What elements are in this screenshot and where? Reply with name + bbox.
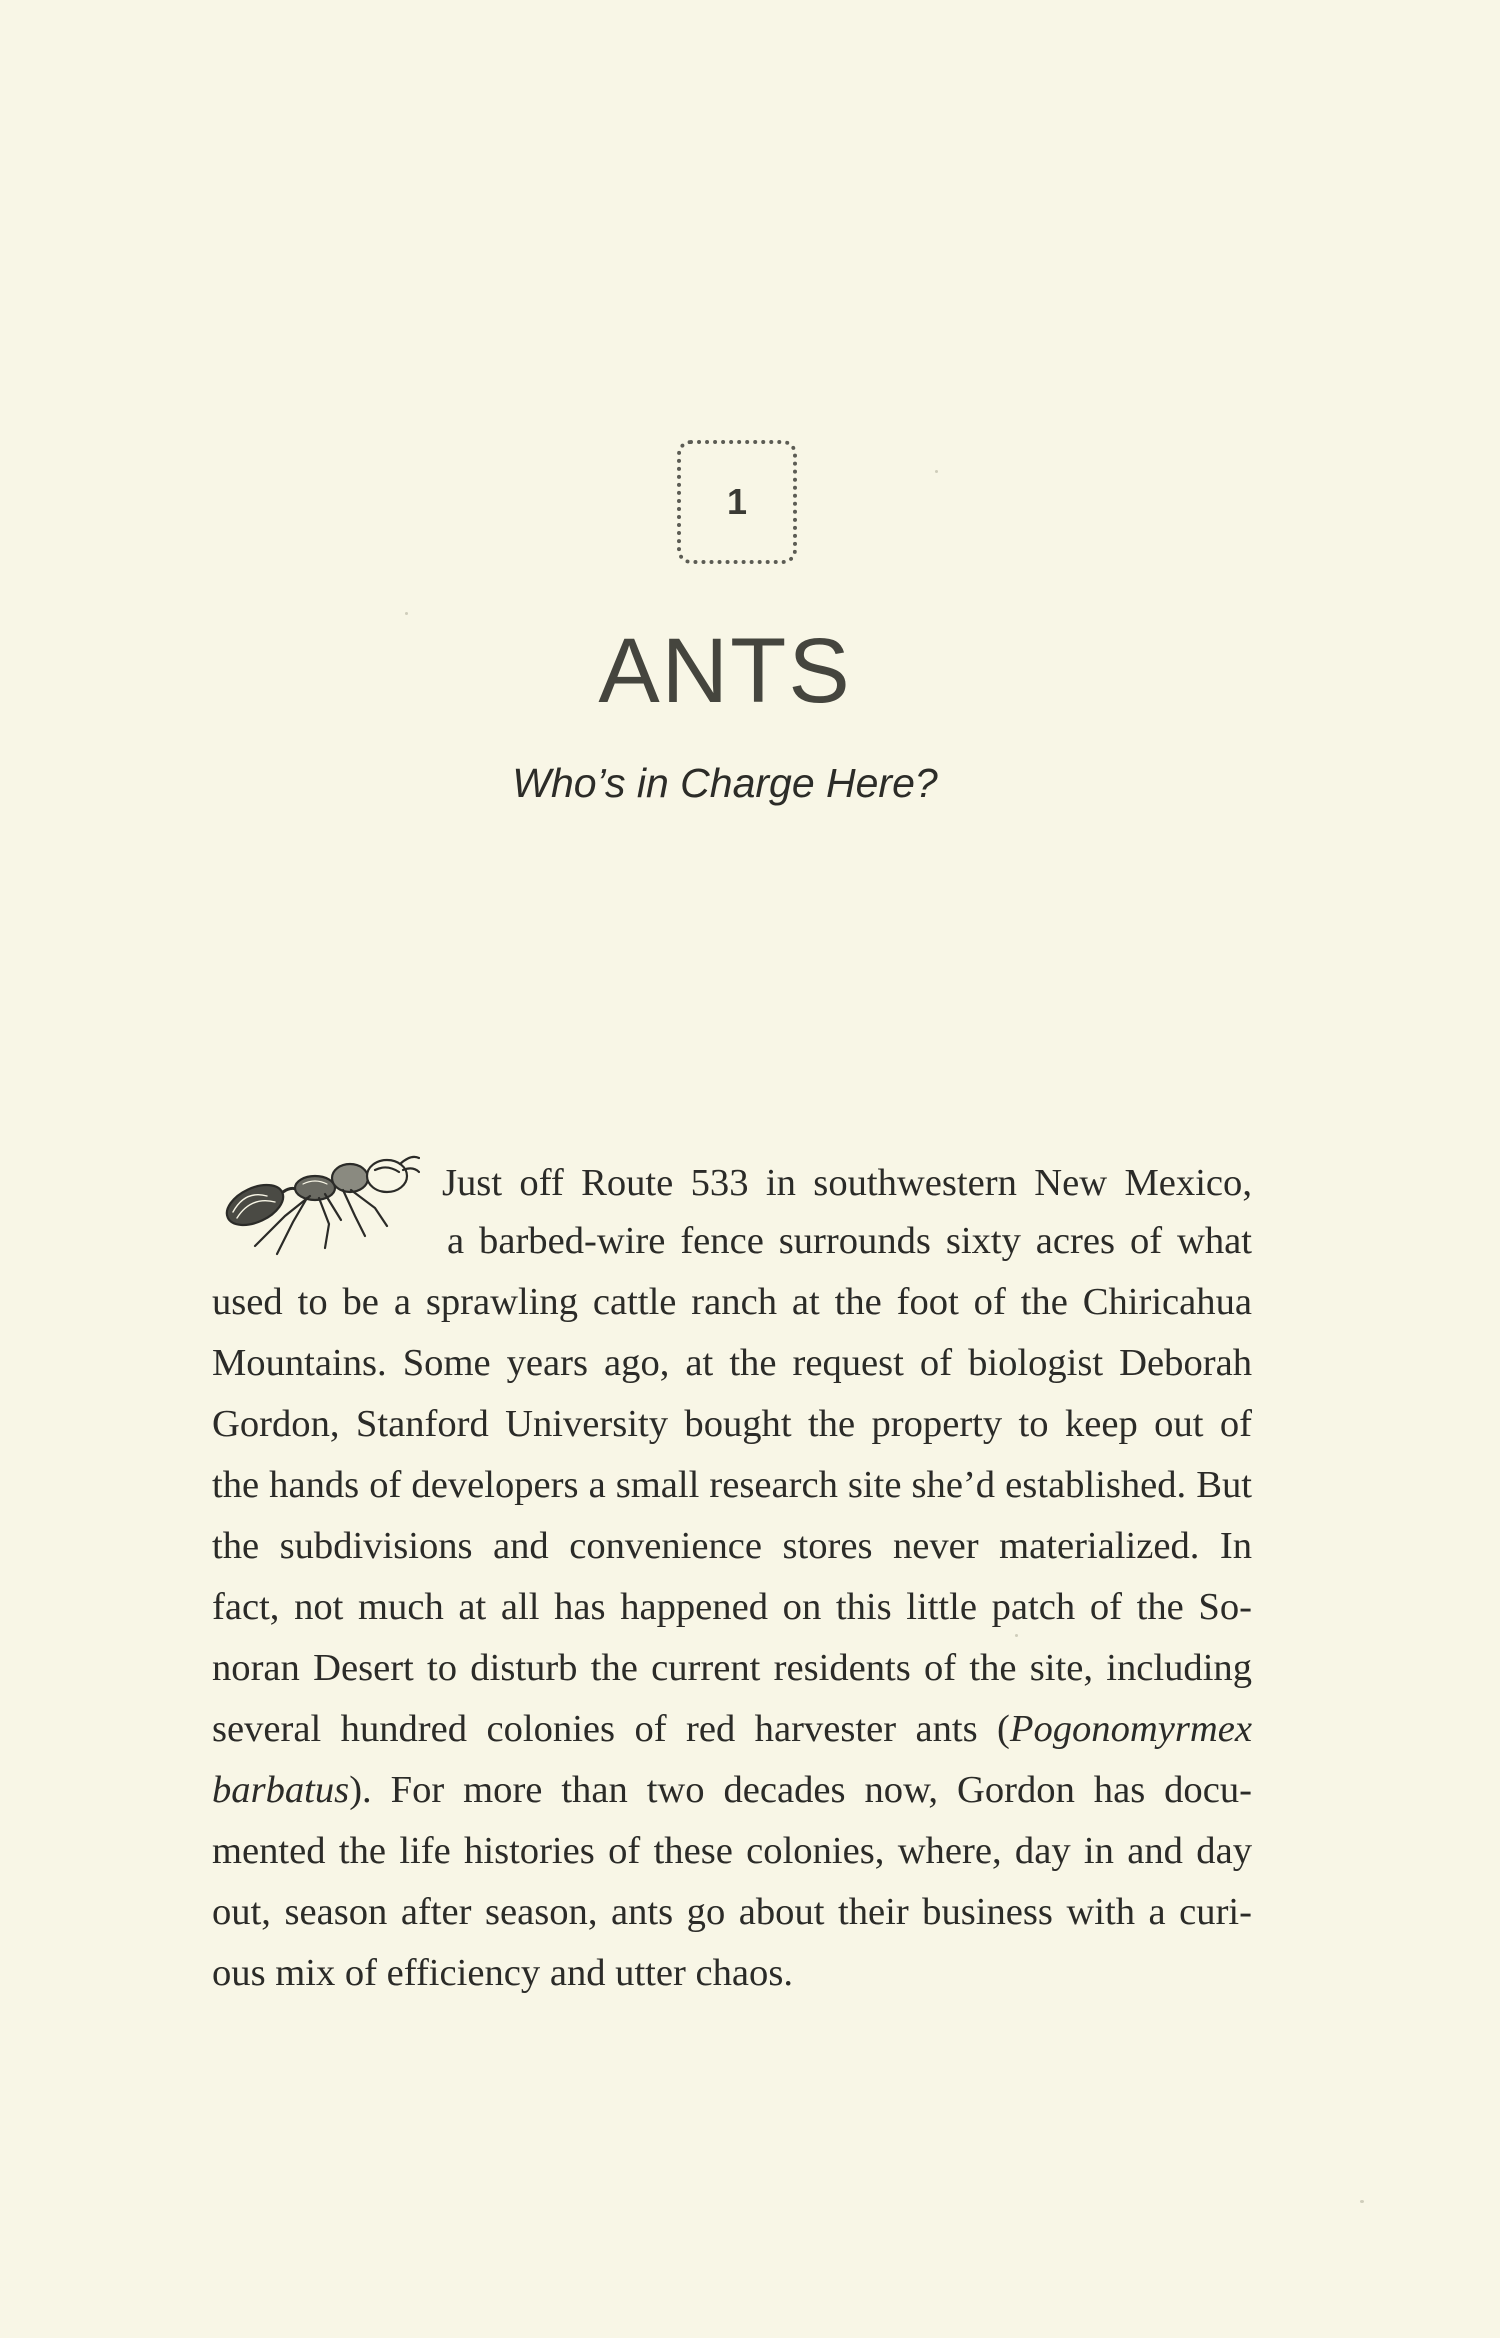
text-line: Gordon, Stanford University bought the property to keep out of — [212, 1403, 1252, 1445]
chapter-number: 1 — [726, 481, 748, 522]
chapter-title: ANTS — [598, 620, 852, 722]
text-line: mented the life histories of these colonies, where, day in and day — [212, 1830, 1252, 1872]
text-line: a barbed-wire fence surrounds sixty acres of what — [447, 1220, 1252, 1262]
text-line: fact, not much at all has happened on this little patch of the So- — [212, 1586, 1252, 1628]
text-line: the hands of developers a small research site she’d established. But — [212, 1464, 1252, 1506]
paper-speck — [935, 470, 938, 473]
text-line: used to be a sprawling cattle ranch at the foot of the Chiricahua — [212, 1281, 1252, 1323]
paper-speck — [1360, 2200, 1364, 2203]
italic-species-genus: Pogonomyrmex — [1009, 1708, 1252, 1750]
text-line: out, season after season, ants go about their business with a curi- — [212, 1891, 1252, 1933]
text-line: the subdivisions and convenience stores never materialized. In — [212, 1525, 1252, 1567]
paper-speck — [1015, 1634, 1018, 1637]
text-line: Just off Route 533 in southwestern New Mexico, — [442, 1162, 1252, 1204]
text-segment: several hundred colonies of red harvester ants ( — [212, 1708, 1010, 1750]
ant-icon — [215, 1150, 420, 1260]
chapter-number-box — [677, 440, 797, 564]
text-segment: ). For more than two decades now, Gordon has docu- — [349, 1769, 1252, 1811]
text-line: Mountains. Some years ago, at the request of biologist Deborah — [212, 1342, 1252, 1384]
text-line — [212, 1771, 1252, 1810]
paper-speck — [405, 612, 408, 615]
text-line — [212, 1710, 1252, 1749]
italic-species-epithet: barbatus — [212, 1769, 350, 1811]
chapter-subtitle: Who’s in Charge Here? — [512, 760, 938, 806]
text-line: noran Desert to disturb the current residents of the site, including — [212, 1647, 1252, 1689]
text-line: ous mix of efficiency and utter chaos. — [212, 1952, 793, 1994]
